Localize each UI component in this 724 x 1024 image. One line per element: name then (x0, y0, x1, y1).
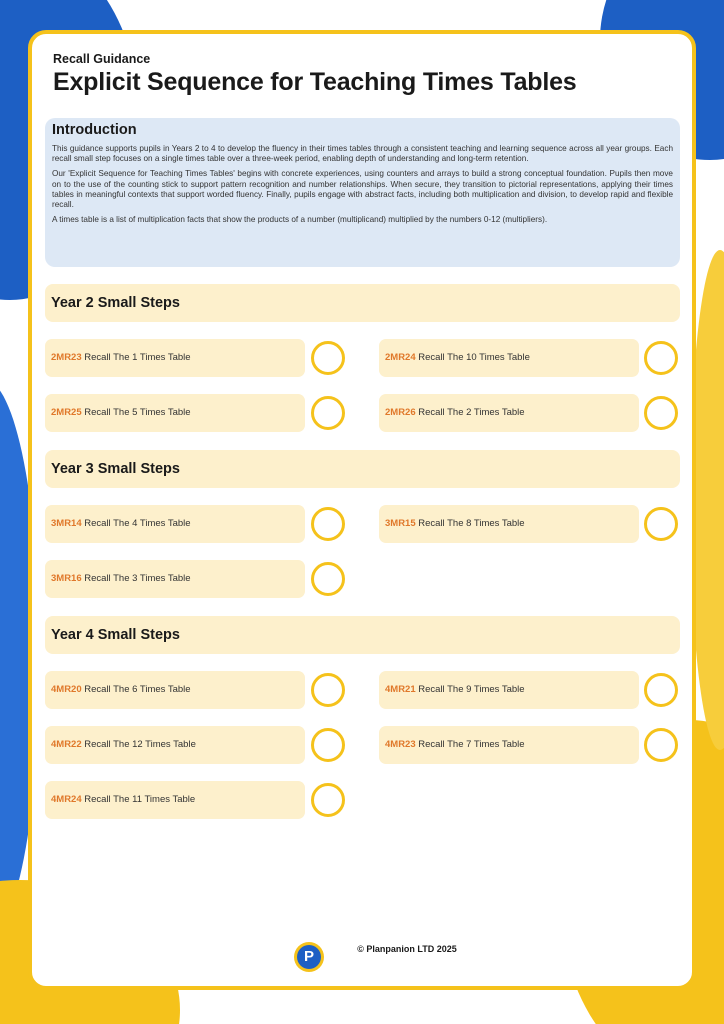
step-code: 4MR23 (385, 739, 416, 750)
step-checkbox[interactable] (311, 783, 345, 817)
step-code: 3MR14 (51, 518, 82, 529)
step-label: Recall The 9 Times Table (418, 684, 525, 695)
step-checkbox[interactable] (644, 673, 678, 707)
small-step-item (45, 560, 305, 598)
section-header-year-4: Year 4 Small Steps (45, 616, 680, 654)
footer-copyright: © Planpanion LTD 2025 (357, 944, 457, 954)
step-label: Recall The 10 Times Table (418, 352, 530, 363)
step-checkbox[interactable] (644, 507, 678, 541)
step-checkbox[interactable] (311, 341, 345, 375)
step-checkbox[interactable] (311, 673, 345, 707)
step-checkbox[interactable] (644, 341, 678, 375)
step-label: Recall The 12 Times Table (84, 739, 196, 750)
step-label: Recall The 2 Times Table (418, 407, 525, 418)
introduction-paragraph: This guidance supports pupils in Years 2 to 4 to develop the fluency in their times tables through a consistent teaching and learning sequence across all year groups. Each recall small step focuses on a single times table over a three-week period, enabling depth of understanding and long-term retention. (52, 144, 673, 164)
step-label: Recall The 4 Times Table (84, 518, 191, 529)
step-label: Recall The 6 Times Table (84, 684, 191, 695)
step-label: Recall The 8 Times Table (418, 518, 525, 529)
step-label: Recall The 1 Times Table (84, 352, 191, 363)
step-code: 2MR25 (51, 407, 82, 418)
small-step-item (379, 671, 639, 709)
small-step-item (379, 505, 639, 543)
step-code: 4MR21 (385, 684, 416, 695)
step-checkbox[interactable] (311, 562, 345, 596)
introduction-paragraph: Our 'Explicit Sequence for Teaching Times Tables' begins with concrete experiences, using counters and arrays to build a strong conceptual foundation. Pupils then move on to the use of the counting stick to support pattern recognition and number relationships. When secure, they transition to pictorial representations, applying their times tables in meaningful contexts that support worded fluency. Finally, pupils engage with abstract facts, including both multiplication and division, to develop rapid and flexible recall. (52, 169, 673, 210)
small-step-item (379, 394, 639, 432)
step-label: Recall The 3 Times Table (84, 573, 191, 584)
small-step-item (45, 726, 305, 764)
page-title: Explicit Sequence for Teaching Times Tables (53, 68, 577, 96)
small-step-item (45, 781, 305, 819)
step-checkbox[interactable] (311, 396, 345, 430)
step-code: 3MR16 (51, 573, 82, 584)
step-checkbox[interactable] (311, 728, 345, 762)
step-code: 2MR23 (51, 352, 82, 363)
section-header-year-3: Year 3 Small Steps (45, 450, 680, 488)
logo-letter: P (297, 945, 321, 969)
step-checkbox[interactable] (644, 396, 678, 430)
step-checkbox[interactable] (311, 507, 345, 541)
step-checkbox[interactable] (644, 728, 678, 762)
introduction-box (45, 118, 680, 267)
step-code: 2MR26 (385, 407, 416, 418)
section-header-year-2: Year 2 Small Steps (45, 284, 680, 322)
step-label: Recall The 11 Times Table (84, 794, 196, 805)
step-code: 4MR24 (51, 794, 82, 805)
small-step-item (45, 505, 305, 543)
step-code: 3MR15 (385, 518, 416, 529)
small-step-item (379, 339, 639, 377)
small-step-item (45, 671, 305, 709)
small-step-item (379, 726, 639, 764)
small-step-item (45, 394, 305, 432)
small-step-item (45, 339, 305, 377)
step-label: Recall The 7 Times Table (418, 739, 525, 750)
step-label: Recall The 5 Times Table (84, 407, 191, 418)
introduction-paragraph: A times table is a list of multiplication facts that show the products of a number (multiplicand) multiplied by the numbers 0-12 (multipliers). (52, 215, 548, 225)
page-subtitle: Recall Guidance (53, 52, 151, 66)
step-code: 4MR22 (51, 739, 82, 750)
step-code: 4MR20 (51, 684, 82, 695)
step-code: 2MR24 (385, 352, 416, 363)
introduction-heading: Introduction (52, 122, 137, 138)
